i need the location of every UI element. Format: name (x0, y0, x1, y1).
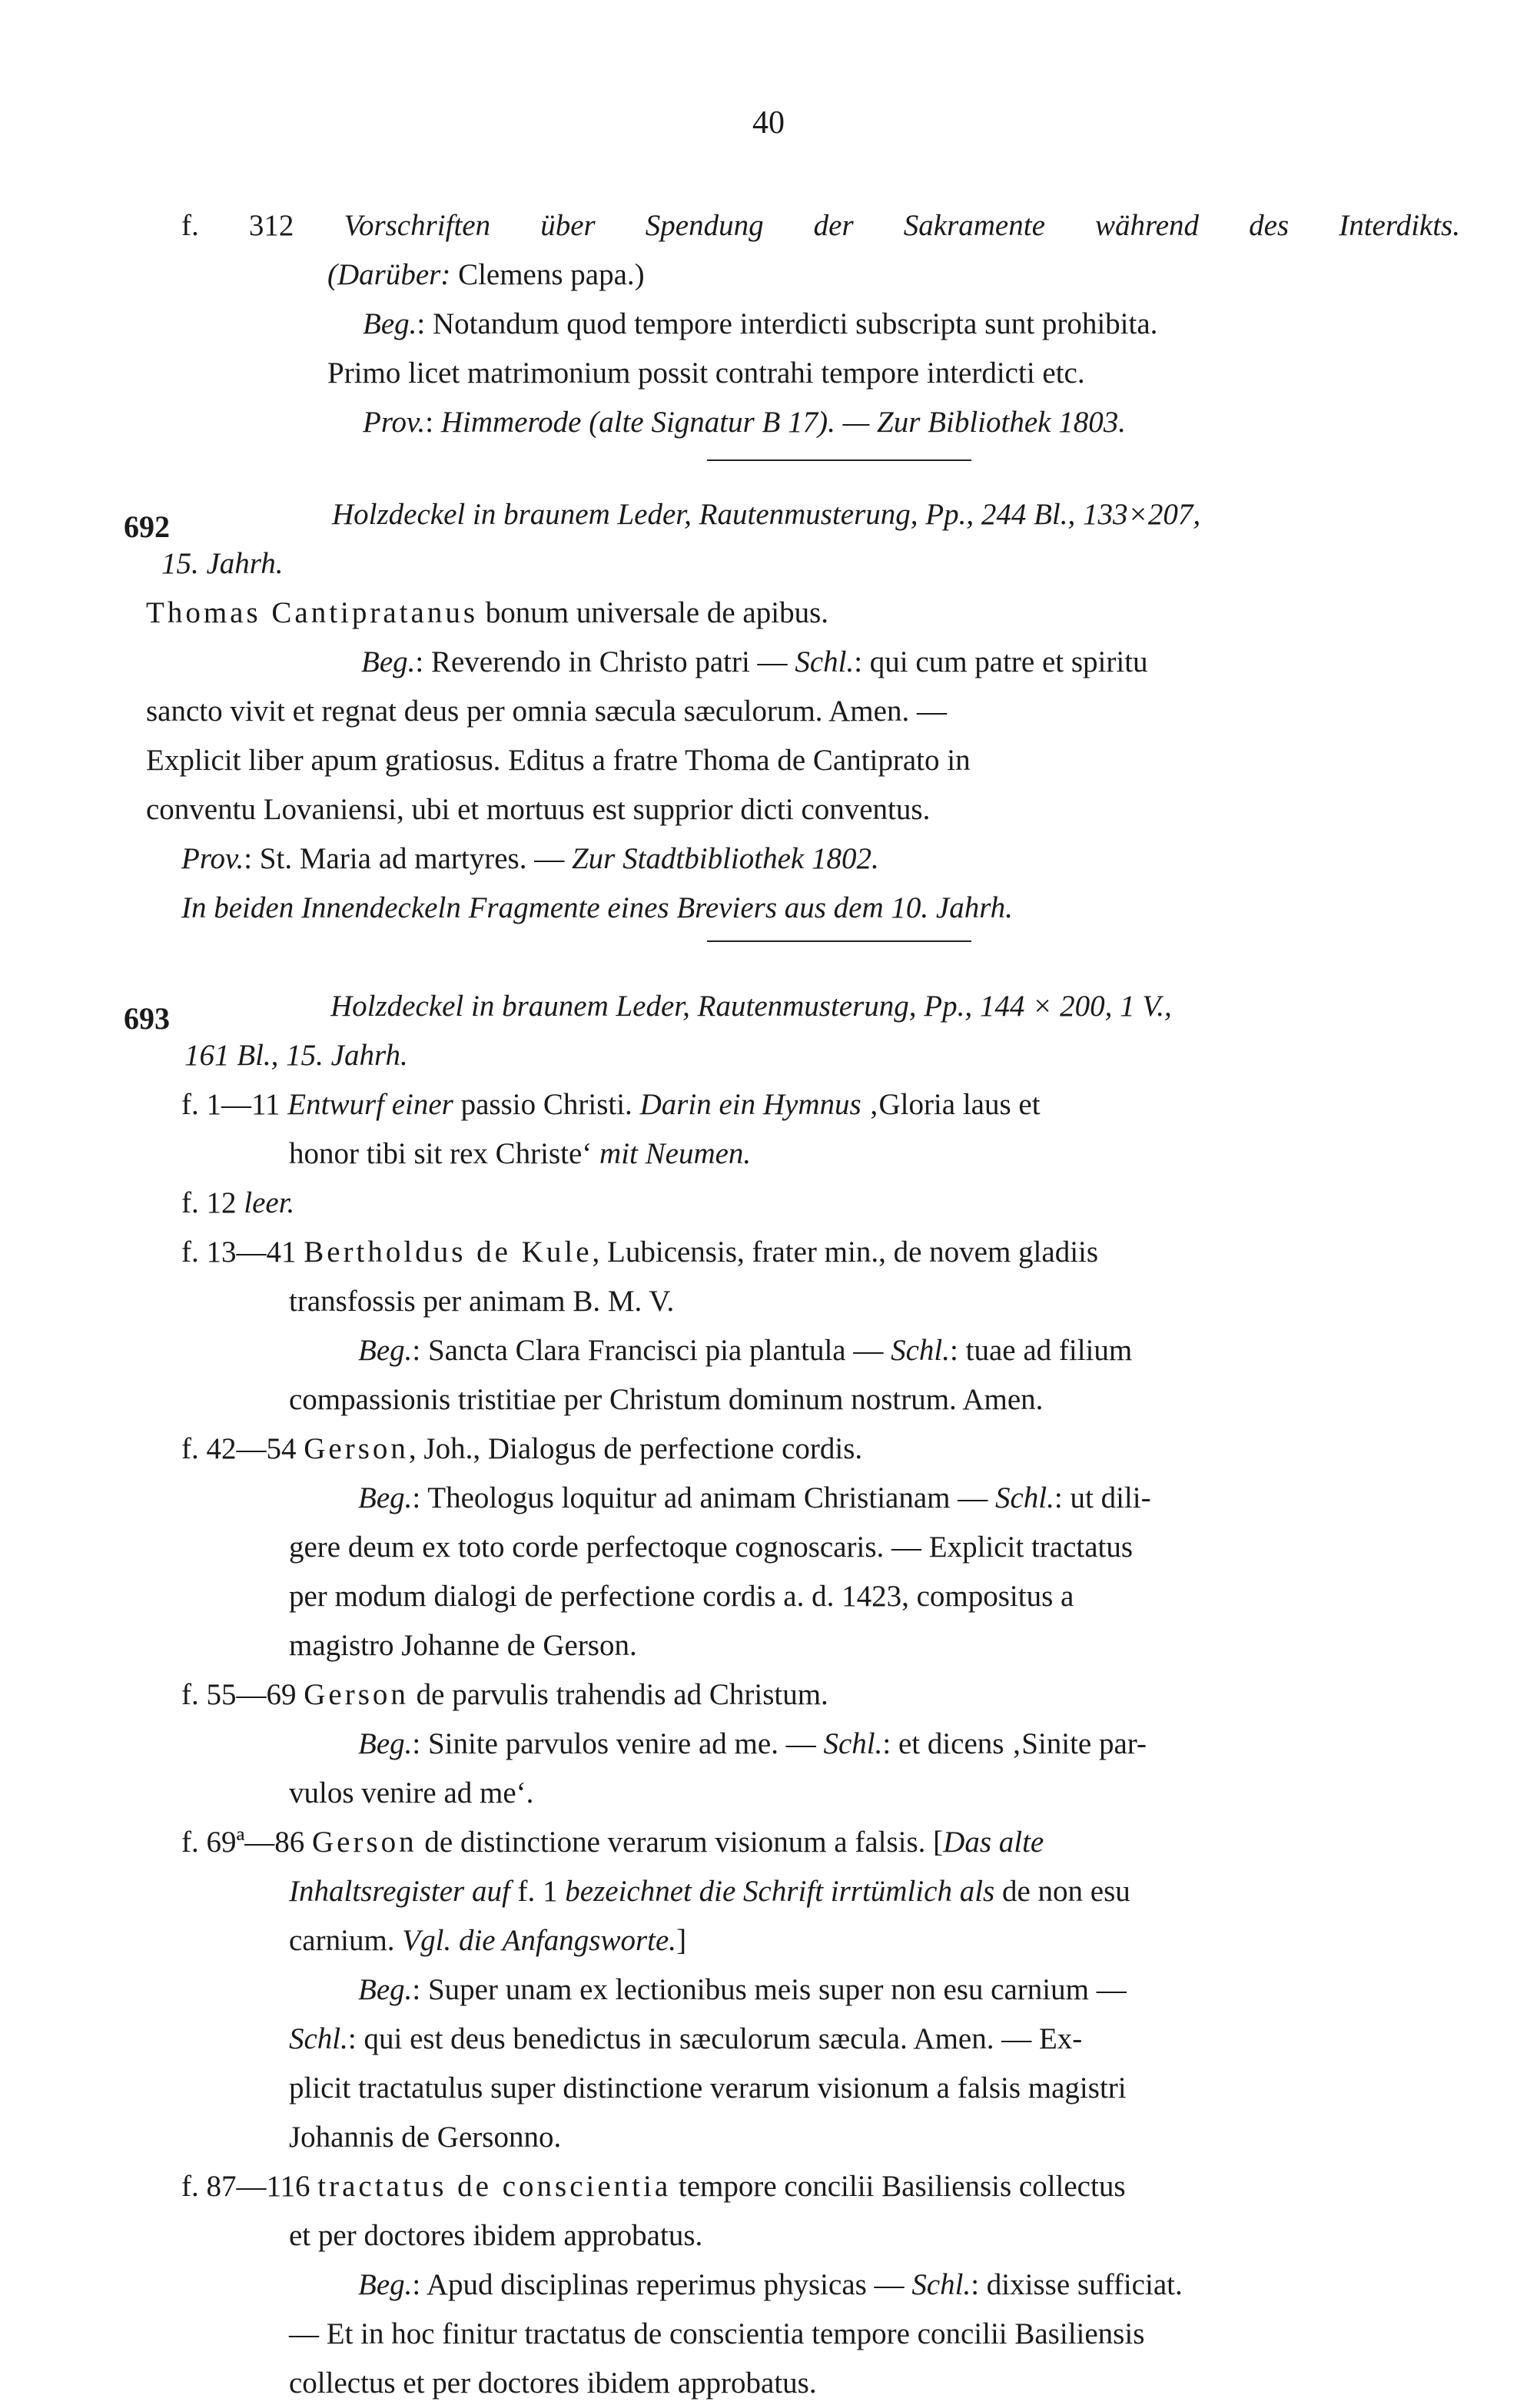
entry-number: 693 (124, 1001, 170, 1036)
text-line: gere deum ex toto corde perfectoque cognoscaris. — Explicit tractatus (289, 1531, 1134, 1564)
text-line: collectus et per doctores ibidem approbatus. (289, 2367, 817, 2400)
entry-continuation (181, 201, 1460, 447)
text-line: f. 312 Vorschriften über Spendung der Sakramente während des Interdikts. (181, 209, 1460, 242)
entry-header-date: 161 Bl., 15. Jahrh. (184, 1039, 408, 1072)
text-line: Primo licet matrimonium possit contrahi tempore interdicti etc. (327, 357, 1085, 390)
text-line: Schl.: qui est deus benedictus in sæculorum sæcula. Amen. — Ex- (289, 2022, 1083, 2055)
text-line: Johannis de Gersonno. (289, 2121, 562, 2154)
text-line: Beg.: Sancta Clara Francisci pia plantula — Schl.: tuae ad filium (358, 1334, 1133, 1367)
page-number: 40 (752, 105, 785, 141)
entry-header: Holzdeckel in braunem Leder, Rautenmusterung, Pp., 244 Bl., 133×207, (332, 498, 1201, 531)
text-line: f. 42—54 Gerson, Joh., Dialogus de perfectione cordis. (181, 1432, 863, 1465)
text-line: transfossis per animam B. M. V. (289, 1285, 675, 1318)
text-line: f. 87—116 tractatus de conscientia tempore concilii Basiliensis collectus (181, 2170, 1126, 2203)
entry-693 (146, 982, 1425, 2408)
text-line: et per doctores ibidem approbatus. (289, 2219, 703, 2252)
text-line: Beg.: Super unam ex lectionibus meis super non esu carnium — (358, 1973, 1127, 2006)
section-divider (707, 459, 971, 461)
text-line: f. 1—11 Entwurf einer passio Christi. Darin ein Hymnus ‚Gloria laus et (181, 1088, 1041, 1121)
text-line: honor tibi sit rex Christe‘ mit Neumen. (289, 1137, 752, 1170)
text-line: Beg.: Reverendo in Christo patri — Schl.: qui cum patre et spiritu (361, 645, 1148, 678)
text-line: vulos venire ad me‘. (289, 1776, 534, 1809)
work-title: Thomas Cantipratanus bonum universale de apibus. (146, 596, 828, 629)
text-line: per modum dialogi de perfectione cordis a. d. 1423, compositus a (289, 1580, 1074, 1613)
text-line: Beg.: Sinite parvulos venire ad me. — Schl.: et dicens ‚Sinite par- (358, 1727, 1147, 1760)
text-line: Inhaltsregister auf f. 1 bezeichnet die Schrift irrtümlich als de non esu (289, 1875, 1130, 1908)
text-line: magistro Johanne de Gerson. (289, 1629, 637, 1662)
text-line: f. 69ª—86 Gerson de distinctione verarum visionum a falsis. [Das alte (181, 1826, 1044, 1859)
text-line: sancto vivit et regnat deus per omnia sæcula sæculorum. Amen. — (146, 695, 947, 728)
text-line: Prov.: St. Maria ad martyres. — Zur Stadtbibliothek 1802. (181, 842, 879, 875)
section-divider (707, 940, 971, 942)
entry-header: Holzdeckel in braunem Leder, Rautenmusterung, Pp., 144 × 200, 1 V., (330, 990, 1172, 1023)
text-line: Explicit liber apum gratiosus. Editus a fratre Thoma de Cantiprato in (146, 744, 971, 777)
text-line: Prov.: Himmerode (alte Signatur B 17). — Zur Bibliothek 1803. (363, 406, 1126, 439)
text-line: — Et in hoc finitur tractatus de conscientia tempore concilii Basiliensis (289, 2317, 1145, 2350)
entry-number: 692 (124, 509, 170, 544)
entry-header-date: 15. Jahrh. (161, 547, 284, 580)
text-line: (Darüber: Clemens papa.) (327, 258, 645, 291)
text-line: In beiden Innendeckeln Fragmente eines Breviers aus dem 10. Jahrh. (181, 891, 1013, 924)
text-line: f. 12 leer. (181, 1186, 295, 1219)
text-line: Beg.: Notandum quod tempore interdicti subscripta sunt prohibita. (363, 307, 1158, 340)
text-line: f. 55—69 Gerson de parvulis trahendis ad Christum. (181, 1678, 828, 1711)
text-line: conventu Lovaniensi, ubi et mortuus est supprior dicti conventus. (146, 793, 931, 826)
text-line: compassionis tristitiae per Christum dominum nostrum. Amen. (289, 1383, 1044, 1416)
text-line: Beg.: Apud disciplinas reperimus physicas — Schl.: dixisse sufficiat. (358, 2268, 1183, 2301)
text-line: Beg.: Theologus loquitur ad animam Christianam — Schl.: ut dili- (358, 1481, 1151, 1514)
text-line: f. 13—41 Bertholdus de Kule, Lubicensis, frater min., de novem gladiis (181, 1236, 1099, 1269)
text-line: carnium. Vgl. die Anfangsworte.] (289, 1924, 687, 1957)
text-line: plicit tractatulus super distinctione verarum visionum a falsis magistri (289, 2071, 1127, 2105)
